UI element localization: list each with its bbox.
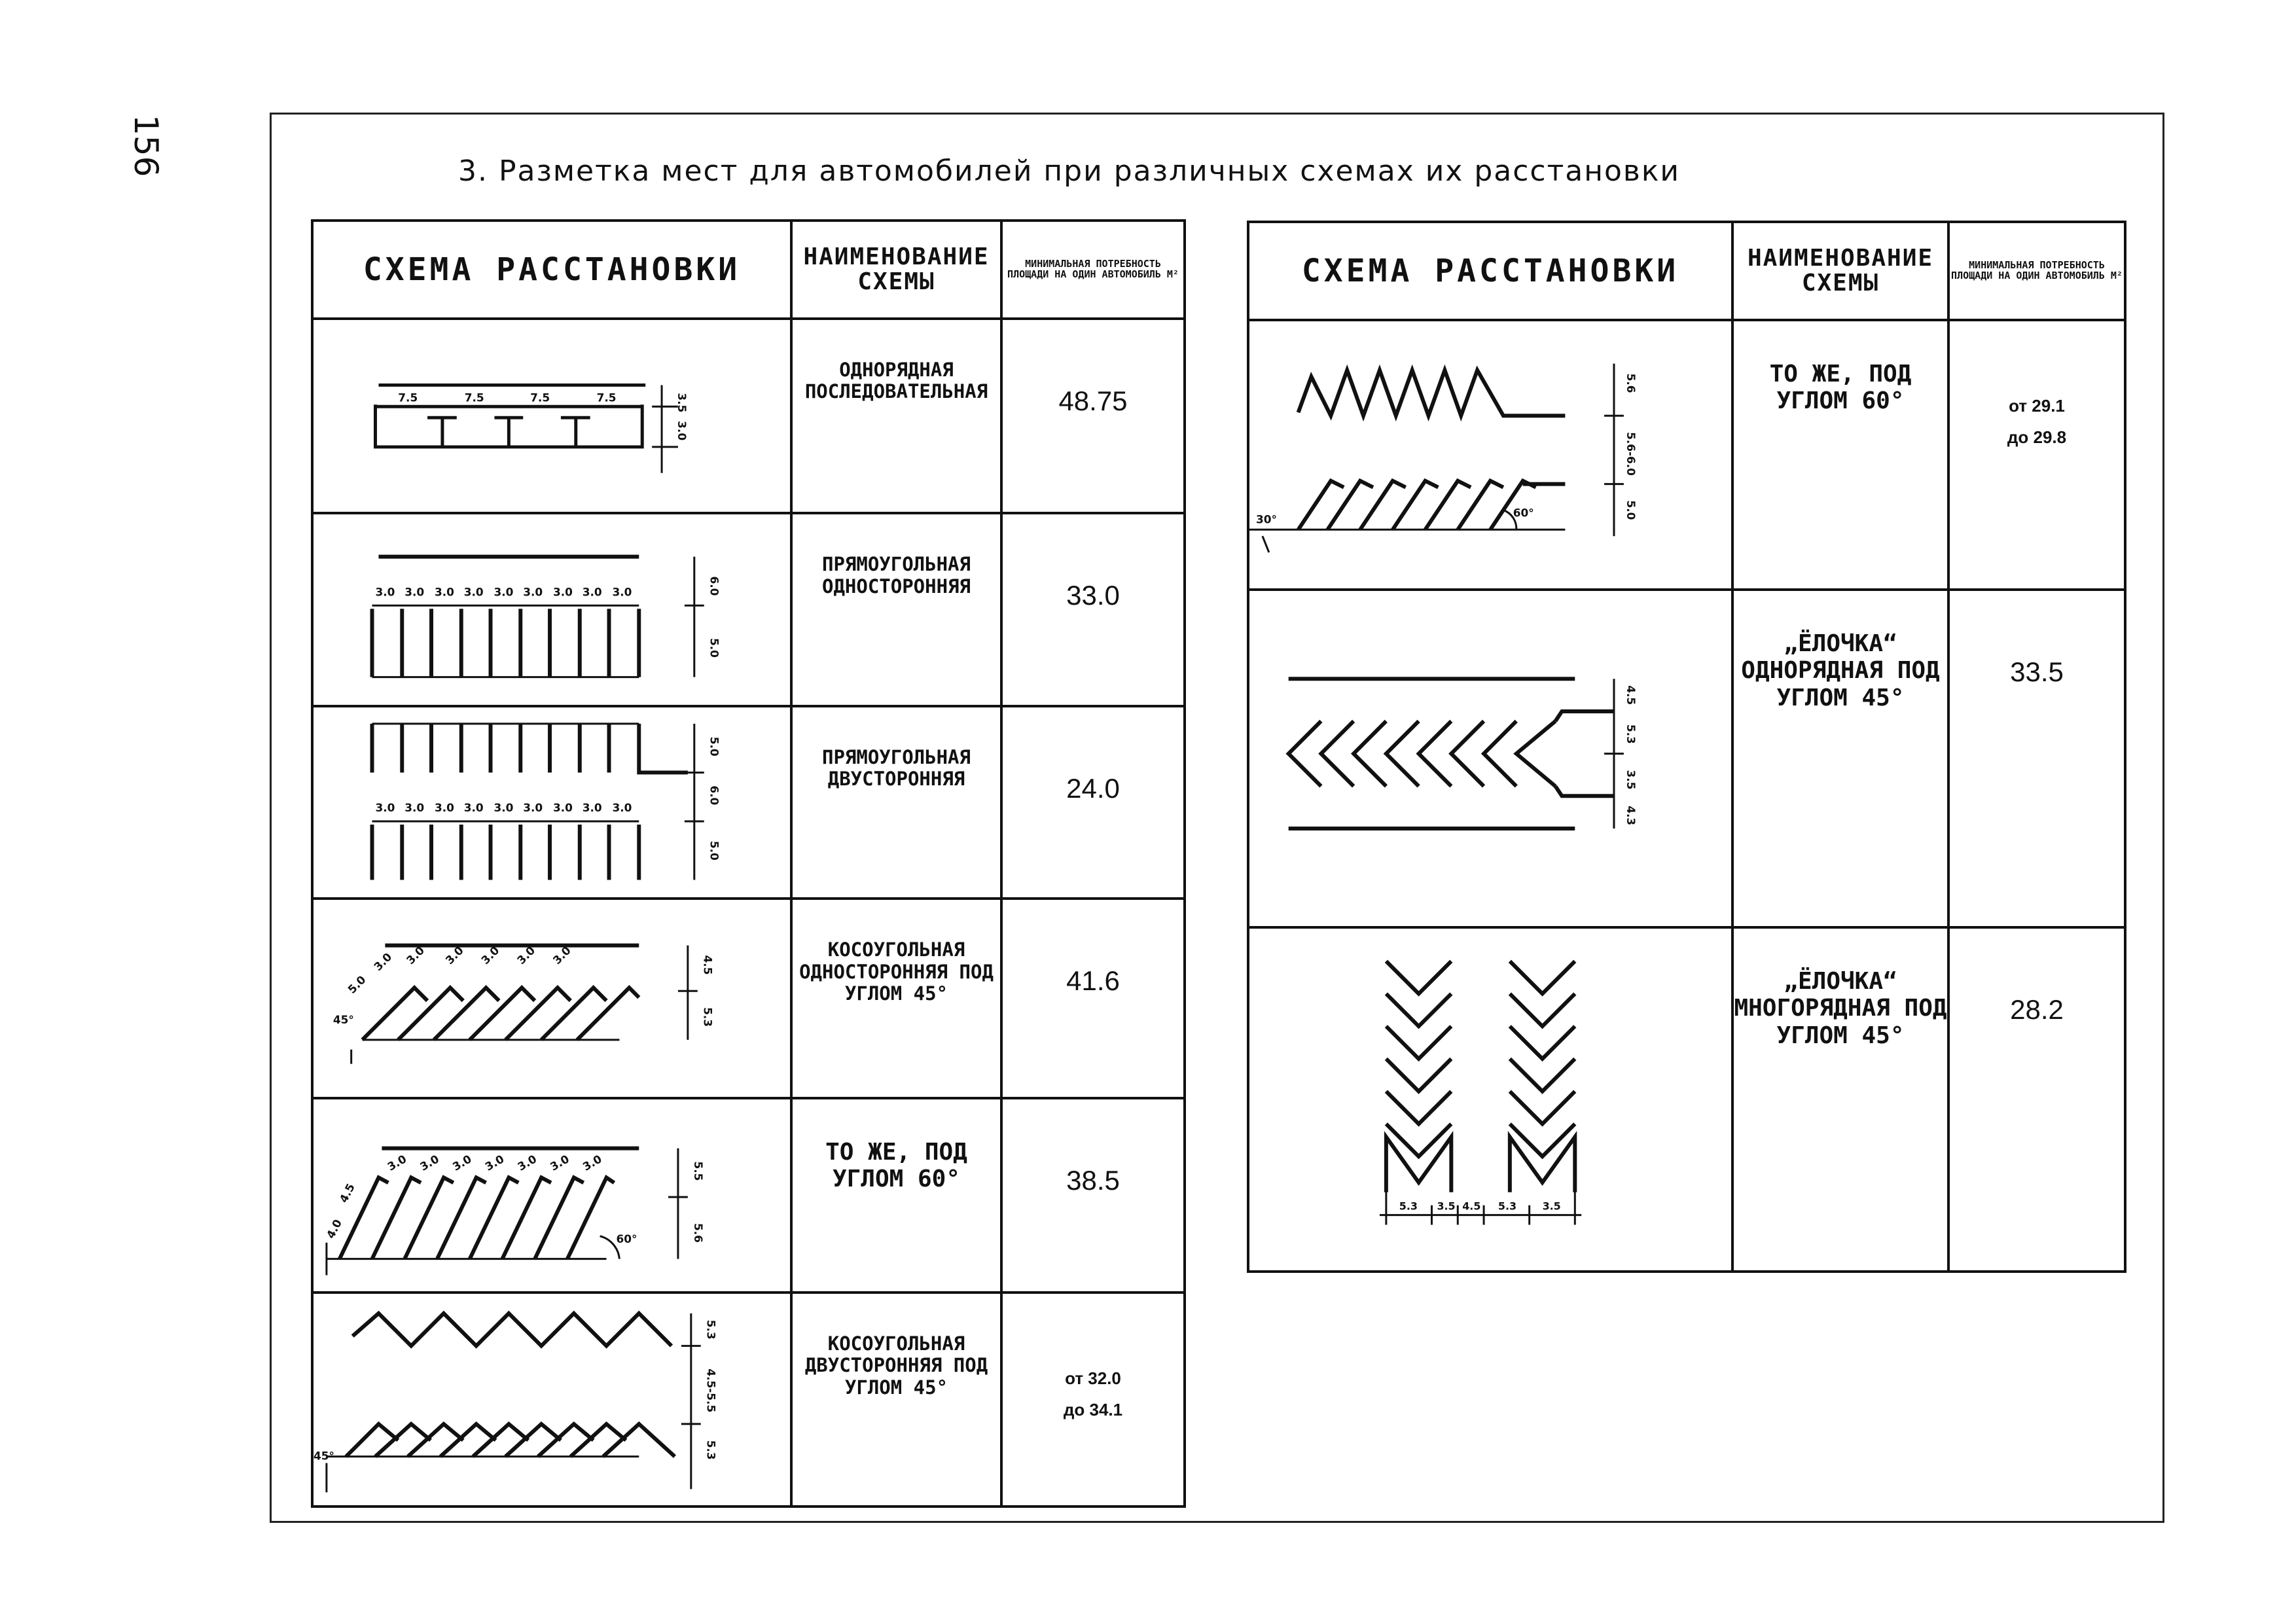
dim-label: 5.6 xyxy=(1624,373,1638,393)
dim-label: 5.0 xyxy=(708,736,721,757)
single-row-drawing xyxy=(314,320,790,512)
dim-label: 3.0 xyxy=(418,1152,442,1173)
scheme-diagram-single-row xyxy=(312,319,791,513)
scheme-diagram-perpendicular-one-side xyxy=(312,513,791,705)
dim-label: 5.6 xyxy=(691,1222,705,1243)
dim-label: 3.5 xyxy=(675,393,689,413)
scheme-diagram-herringbone-multi xyxy=(1248,927,1732,1272)
scheme-name: ПРЯМОУГОЛЬНАЯ ДВУСТОРОННЯЯ xyxy=(791,706,1001,899)
dim-label: 3.0 xyxy=(547,1152,571,1173)
header-name: НАИМЕНОВАНИЕ СХЕМЫ xyxy=(1732,222,1948,320)
angled-45-two-side-drawing xyxy=(314,1294,790,1505)
dim-label: 3.0 xyxy=(675,421,689,441)
area-value-range xyxy=(1001,1293,1185,1507)
header-name: НАИМЕНОВАНИЕ СХЕМЫ xyxy=(791,221,1001,319)
value-from: от 29.1 xyxy=(2009,396,2065,416)
dim-label: 3.0 xyxy=(612,585,632,599)
dim-label: 30° xyxy=(1255,512,1277,526)
area-value: 33.5 xyxy=(1948,590,2125,927)
perpendicular-two-side-drawing xyxy=(314,707,790,897)
angled-60-two-side-drawing xyxy=(1249,321,1731,588)
dim-label: 5.0 xyxy=(345,972,368,997)
dim-label: 3.0 xyxy=(482,1152,507,1173)
dim-label: 3.0 xyxy=(450,1152,474,1173)
dim-label: 3.0 xyxy=(463,800,484,814)
dim-label: 6.0 xyxy=(708,785,721,806)
area-value-range xyxy=(1948,320,2125,590)
dim-label: 3.0 xyxy=(523,800,543,814)
dim-label: 60° xyxy=(616,1232,637,1245)
value-from: от 32.0 xyxy=(1065,1368,1121,1388)
dim-label: 4.3 xyxy=(1624,805,1638,825)
scheme-name: „ЁЛОЧКА“ МНОГОРЯДНАЯ ПОД УГЛОМ 45° xyxy=(1732,927,1948,1272)
dim-label: 3.0 xyxy=(552,800,573,814)
dim-label: 3.0 xyxy=(371,950,395,974)
herringbone-multi-drawing xyxy=(1249,929,1731,1270)
scheme-diagram-angled-45-two-side xyxy=(312,1293,791,1507)
dim-label: 3.0 xyxy=(580,1152,604,1173)
right-table xyxy=(1247,221,2126,1273)
dim-label: 3.0 xyxy=(582,585,602,599)
area-value: 41.6 xyxy=(1001,899,1185,1097)
dim-label: 3.0 xyxy=(493,585,514,599)
dim-label: 3.5 xyxy=(1624,770,1638,790)
dim-label: 3.0 xyxy=(434,585,454,599)
area-value: 33.0 xyxy=(1001,513,1185,705)
dim-label: 5.3 xyxy=(704,1319,718,1340)
left-table xyxy=(311,219,1186,1508)
scheme-name: ОДНОРЯДНАЯ ПОСЛЕДОВАТЕЛЬНАЯ xyxy=(791,319,1001,513)
dim-label: 3.0 xyxy=(478,944,502,967)
page-number: 156 xyxy=(127,115,165,177)
dim-label: 3.5 xyxy=(1542,1200,1561,1213)
scheme-diagram-herringbone-single xyxy=(1248,590,1732,927)
scheme-name: КОСОУГОЛЬНАЯ ДВУСТОРОННЯЯ ПОД УГЛОМ 45° xyxy=(791,1293,1001,1507)
dim-label: 3.0 xyxy=(582,800,602,814)
scheme-diagram-angled-60-one-side xyxy=(312,1098,791,1293)
value-to: до 29.8 xyxy=(2007,427,2067,447)
area-value: 38.5 xyxy=(1001,1098,1185,1293)
dim-label: 3.0 xyxy=(385,1152,409,1173)
dim-label: 3.0 xyxy=(375,585,395,599)
dim-label: 3.0 xyxy=(404,585,425,599)
dim-label: 4.5 xyxy=(1624,685,1638,705)
dim-label: 5.6-6.0 xyxy=(1624,432,1638,476)
dim-label: 4.5 xyxy=(336,1181,357,1205)
dim-label: 5.5 xyxy=(691,1160,705,1181)
dim-label: 4.0 xyxy=(323,1217,344,1241)
herringbone-single-drawing xyxy=(1249,591,1731,926)
dim-label: 3.0 xyxy=(463,585,484,599)
header-scheme: СХЕМА РАССТАНОВКИ xyxy=(312,221,791,319)
angled-45-drawing xyxy=(314,900,790,1096)
dim-label: 45° xyxy=(314,1449,334,1463)
dim-label: 7.5 xyxy=(530,391,550,404)
dim-label: 45° xyxy=(332,1013,354,1027)
scheme-name: КОСОУГОЛЬНАЯ ОДНОСТОРОННЯЯ ПОД УГЛОМ 45° xyxy=(791,899,1001,1097)
header-area: МИНИМАЛЬНАЯ ПОТРЕБНОСТЬ ПЛОЩАДИ НА ОДИН АВТОМОБИЛЬ М² xyxy=(1001,221,1185,319)
dim-label: 3.0 xyxy=(493,800,514,814)
dim-label: 4.5 xyxy=(701,955,715,975)
dim-label: 3.0 xyxy=(523,585,543,599)
dim-label: 5.3 xyxy=(704,1440,718,1460)
dim-label: 60° xyxy=(1513,506,1534,520)
dim-label: 3.0 xyxy=(515,1152,539,1173)
dim-label: 3.0 xyxy=(442,944,466,967)
scheme-diagram-angled-45-one-side xyxy=(312,899,791,1097)
dim-label: 3.5 xyxy=(1437,1200,1456,1213)
perpendicular-one-side-drawing xyxy=(314,514,790,704)
dim-label: 5.0 xyxy=(708,638,721,658)
dim-label: 5.0 xyxy=(1624,500,1638,520)
dim-label: 3.0 xyxy=(403,944,427,967)
dim-label: 3.0 xyxy=(514,944,538,967)
dim-label: 7.5 xyxy=(464,391,484,404)
dim-label: 3.0 xyxy=(434,800,454,814)
scheme-name: „ЁЛОЧКА“ ОДНОРЯДНАЯ ПОД УГЛОМ 45° xyxy=(1732,590,1948,927)
dim-label: 7.5 xyxy=(596,391,617,404)
scheme-diagram-perpendicular-two-side xyxy=(312,706,791,899)
angled-60-drawing xyxy=(314,1099,790,1291)
area-value: 28.2 xyxy=(1948,927,2125,1272)
value-to: до 34.1 xyxy=(1063,1399,1123,1419)
scheme-diagram-angled-60-two-side xyxy=(1248,320,1732,590)
dim-label: 5.3 xyxy=(701,1007,715,1027)
dim-label: 3.0 xyxy=(404,800,425,814)
dim-label: 3.0 xyxy=(550,944,573,967)
dim-label: 4.5 xyxy=(1462,1200,1481,1213)
area-value: 48.75 xyxy=(1001,319,1185,513)
dim-label: 3.0 xyxy=(552,585,573,599)
page-title: 3. Разметка мест для автомобилей при различных схемах их расстановки xyxy=(458,154,1680,188)
dim-label: 5.3 xyxy=(1498,1200,1517,1213)
scheme-name: ПРЯМОУГОЛЬНАЯ ОДНОСТОРОННЯЯ xyxy=(791,513,1001,705)
scheme-name: ТО ЖЕ, ПОД УГЛОМ 60° xyxy=(791,1098,1001,1293)
header-scheme: СХЕМА РАССТАНОВКИ xyxy=(1248,222,1732,320)
scheme-name: ТО ЖЕ, ПОД УГЛОМ 60° xyxy=(1732,320,1948,590)
dim-label: 5.3 xyxy=(1624,724,1638,744)
dim-label: 3.0 xyxy=(375,800,395,814)
dim-label: 3.0 xyxy=(612,800,632,814)
dim-label: 5.0 xyxy=(708,840,721,861)
dim-label: 4.5-5.5 xyxy=(704,1368,718,1413)
header-area: МИНИМАЛЬНАЯ ПОТРЕБНОСТЬ ПЛОЩАДИ НА ОДИН АВТОМОБИЛЬ М² xyxy=(1948,222,2125,320)
dim-label: 5.3 xyxy=(1399,1200,1418,1213)
dim-label: 7.5 xyxy=(398,391,418,404)
area-value: 24.0 xyxy=(1001,706,1185,899)
dim-label: 6.0 xyxy=(708,576,721,596)
